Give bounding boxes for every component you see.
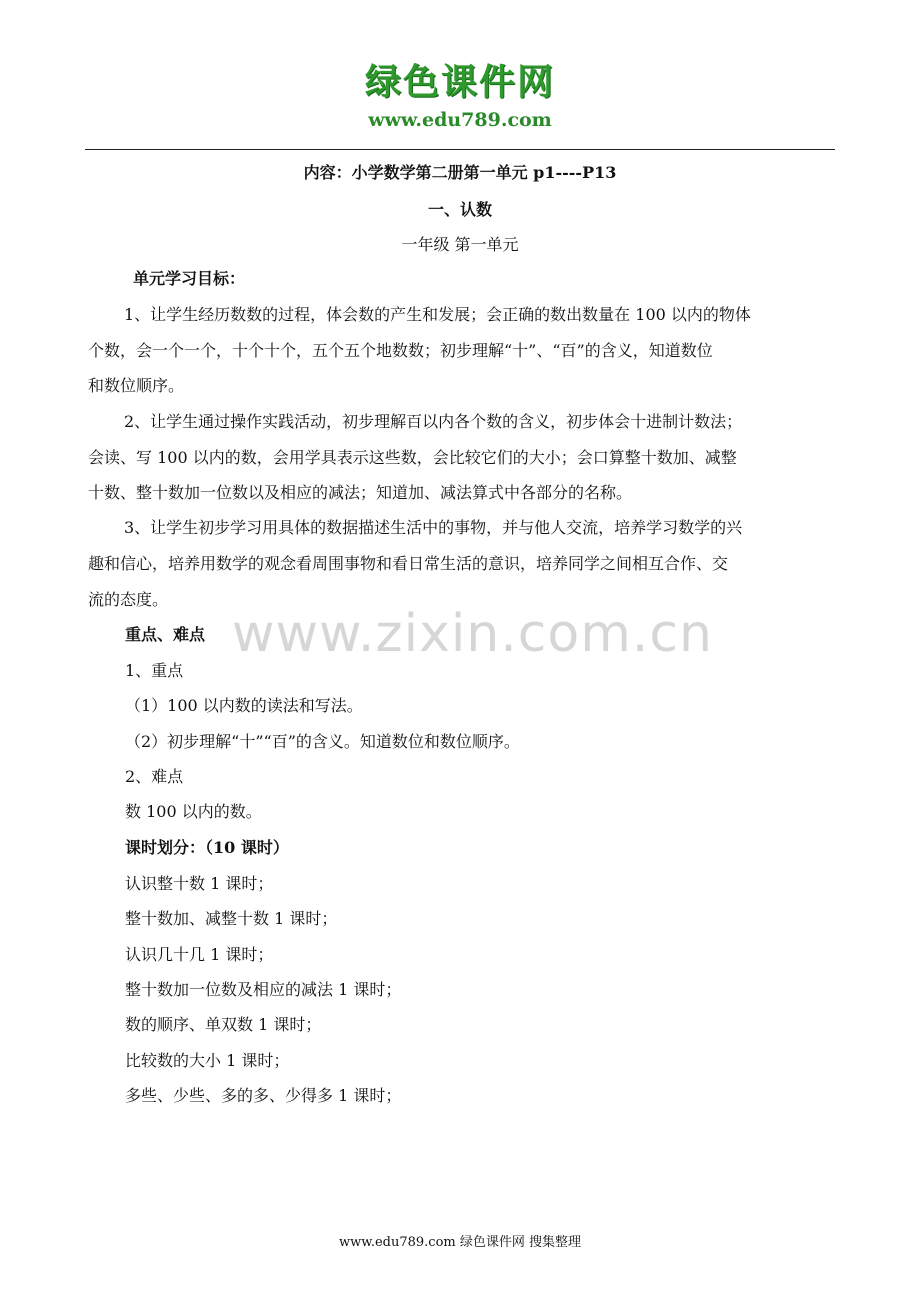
logo-title: 绿色课件网 [364, 62, 555, 103]
schedule-line: 多些、少些、多的多、少得多 1 课时； [125, 1086, 402, 1105]
header-divider [85, 149, 835, 150]
schedule-line: 数的顺序、单双数 1 课时； [125, 1015, 322, 1034]
logo-url: www.edu789.com [368, 109, 552, 131]
objective-line: 流的态度。 [88, 590, 169, 609]
objective-line: 和数位顺序。 [88, 376, 185, 395]
schedule-line: 整十数加一位数及相应的减法 1 课时； [125, 980, 402, 999]
key-points-heading: 重点、难点 [125, 625, 206, 644]
page-footer: www.edu789.com 绿色课件网 搜集整理 [338, 1235, 581, 1250]
objective-line: 2、让学生通过操作实践活动，初步理解百以内各个数的含义，初步体会十进制计数法； [124, 412, 743, 431]
section-title: 一、认数 [427, 200, 492, 219]
schedule-line: 认识几十几 1 课时； [125, 945, 274, 964]
objective-line: 十数、整十数加一位数以及相应的减法；知道加、减法算式中各部分的名称。 [88, 483, 633, 502]
schedule-line: 比较数的大小 1 课时； [125, 1051, 290, 1070]
key-point-line: 1、重点 [125, 661, 184, 680]
key-point-line: （2）初步理解“十”“百”的含义。知道数位和数位顺序。 [125, 732, 520, 751]
objectives-heading: 单元学习目标： [133, 269, 246, 288]
objective-line: 趣和信心，培养用数学的观念看周围事物和看日常生活的意识，培养同学之间相互合作、交 [88, 554, 729, 573]
objective-line: 会读、写 100 以内的数，会用学具表示这些数，会比较它们的大小；会口算整十数加、减整 [88, 448, 737, 467]
schedule-line: 认识整十数 1 课时； [125, 874, 274, 893]
watermark: www.zixin.com.cn [232, 604, 713, 664]
document-subtitle: 一年级 第一单元 [401, 235, 519, 254]
schedule-heading: 课时划分：（10 课时） [125, 838, 289, 857]
content-line: 内容：小学数学第二册第一单元 p1----P13 [303, 163, 617, 182]
objective-line: 3、让学生初步学习用具体的数据描述生活中的事物，并与他人交流，培养学习数学的兴 [124, 518, 743, 537]
key-point-line: 数 100 以内的数。 [125, 802, 262, 821]
key-point-line: 2、难点 [125, 767, 184, 786]
schedule-line: 整十数加、减整十数 1 课时； [125, 909, 338, 928]
objective-line: 个数，会一个一个，十个十个，五个五个地数数；初步理解“十”、“百”的含义，知道数位 [88, 341, 713, 360]
objective-line: 1、让学生经历数数的过程，体会数的产生和发展；会正确的数出数量在 100 以内的物体 [124, 305, 751, 324]
key-point-line: （1）100 以内数的读法和写法。 [125, 696, 363, 715]
